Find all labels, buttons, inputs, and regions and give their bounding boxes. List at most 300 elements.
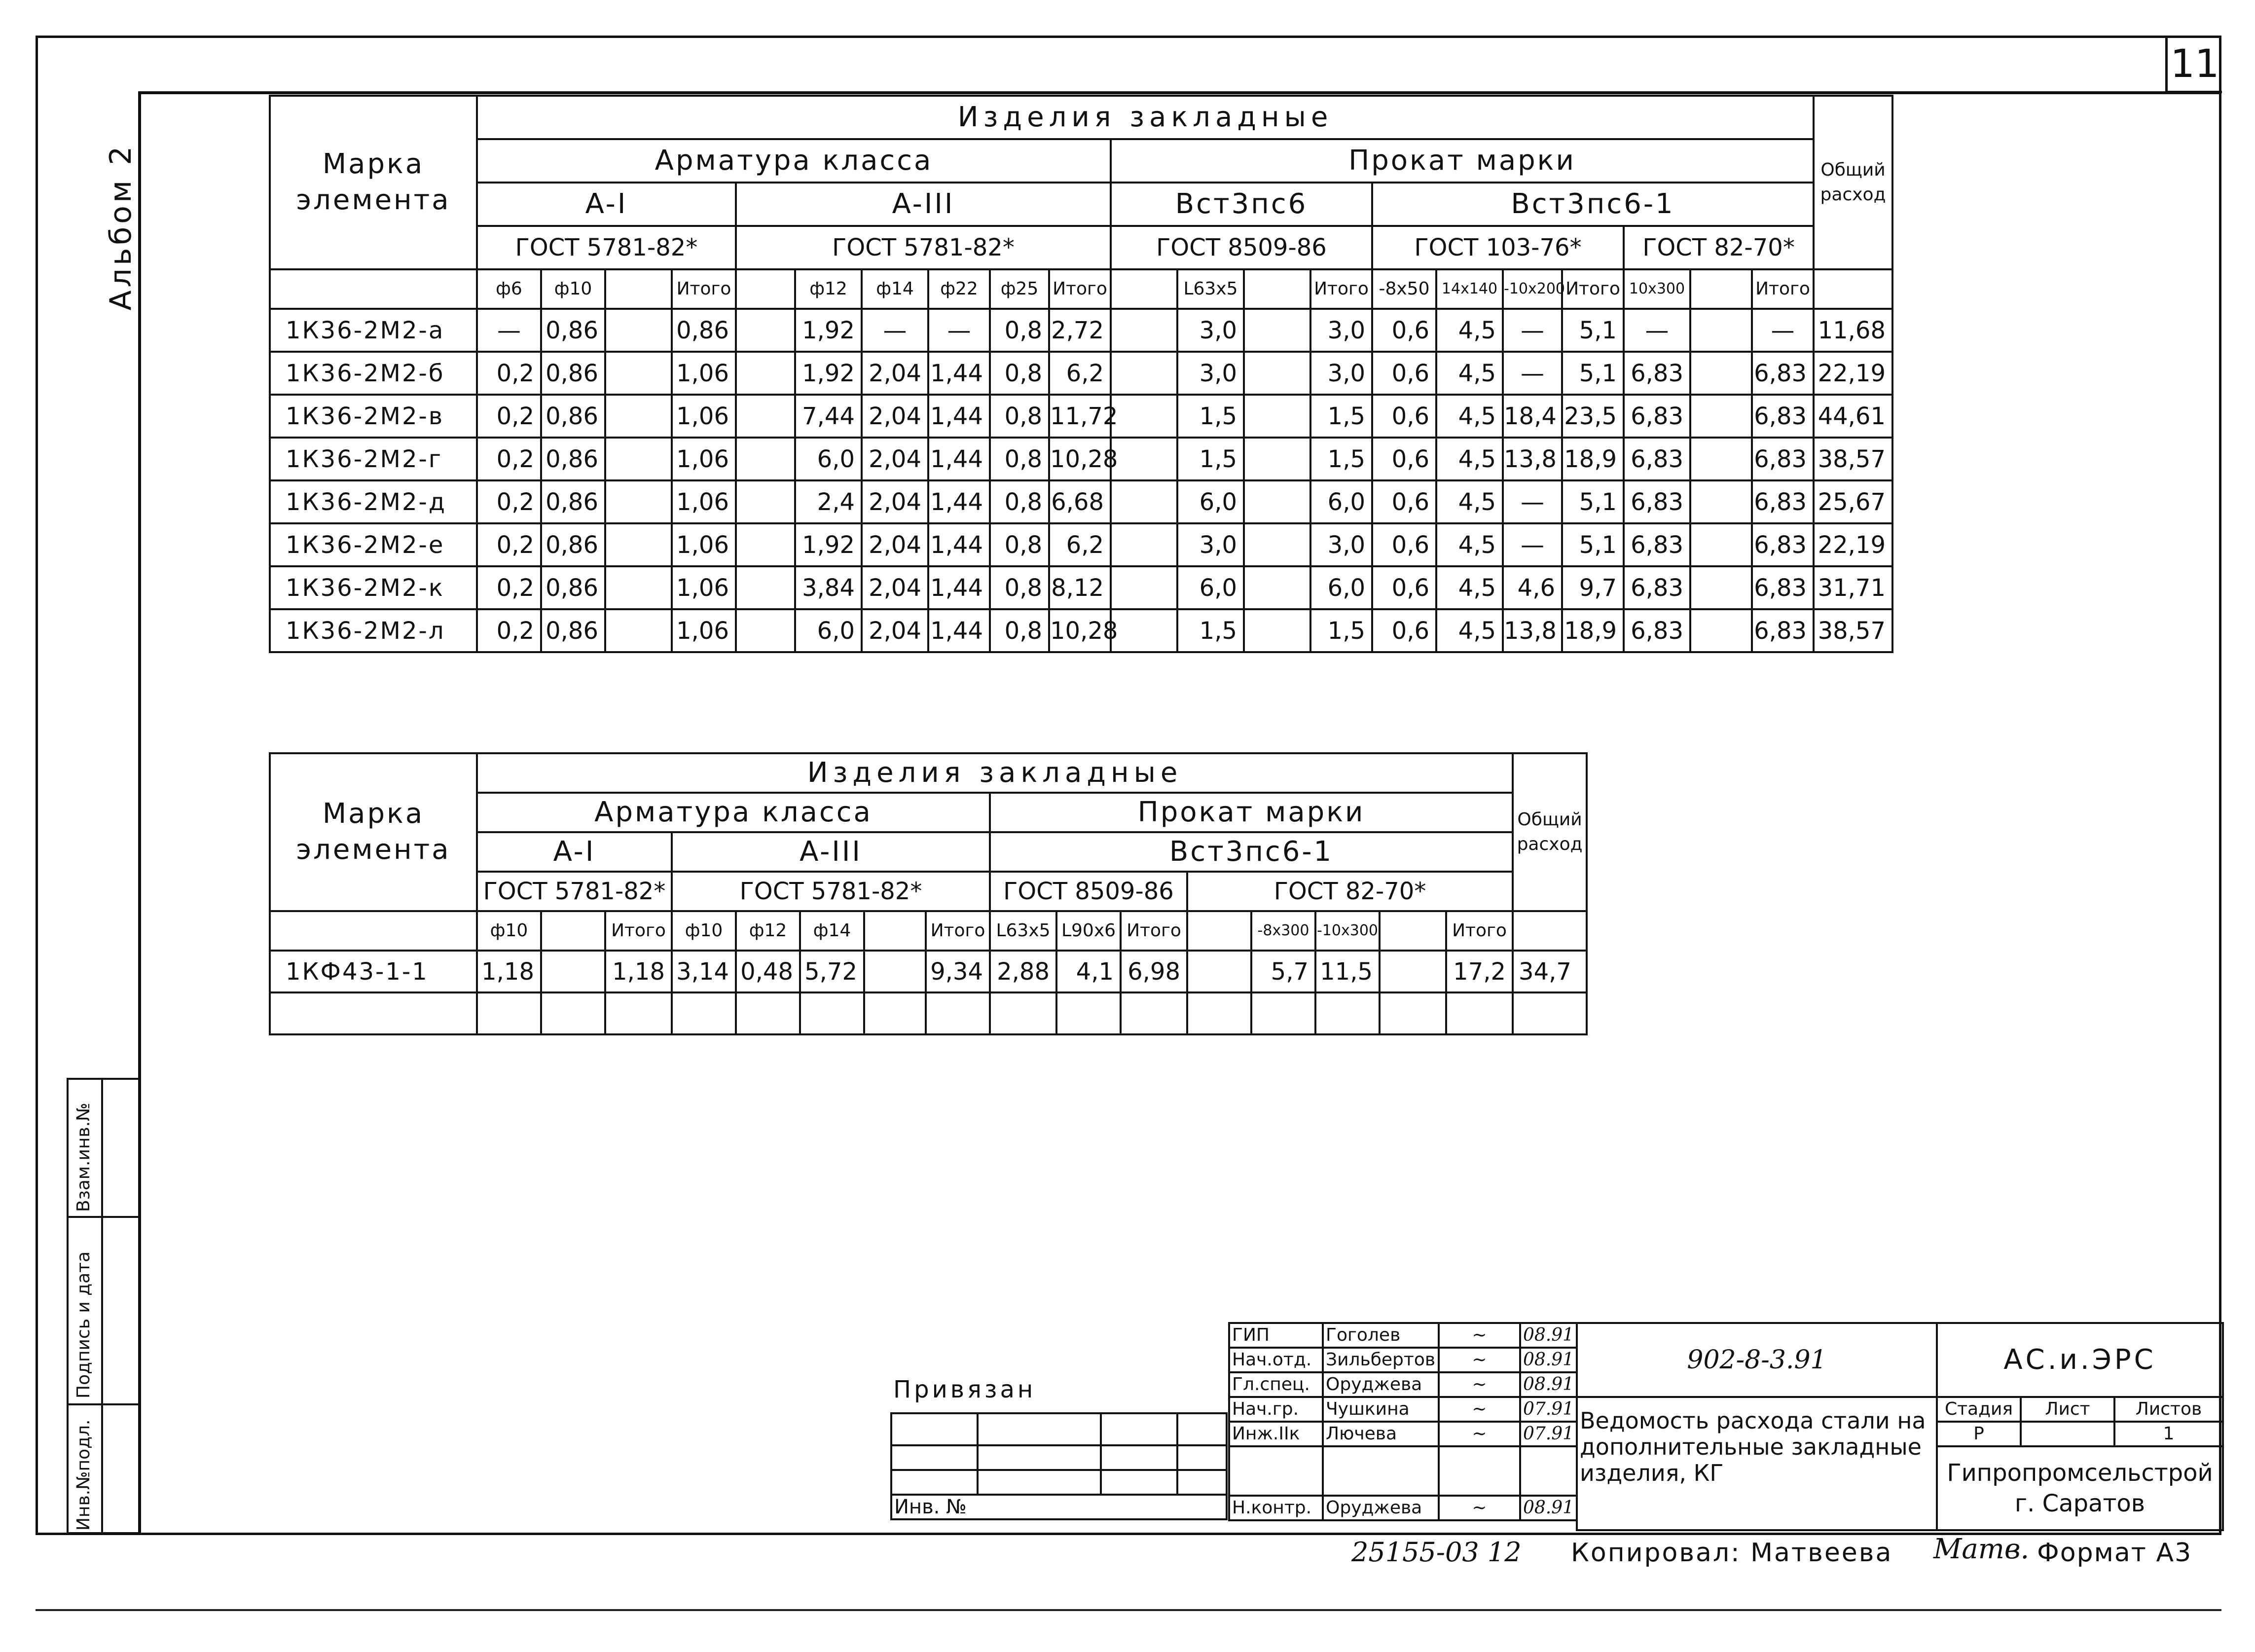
side-stamp-row-line — [67, 1216, 141, 1218]
table-cell — [1244, 480, 1310, 523]
table-cell: 0,2 — [477, 480, 541, 523]
signer-row — [1229, 1397, 1577, 1422]
signer-name: Оруджева — [1323, 1496, 1439, 1520]
signer-date: 08.91 — [1520, 1348, 1577, 1372]
table-cell: 3,0 — [1310, 352, 1372, 395]
table-cell: — — [1503, 480, 1562, 523]
empty-cell — [800, 992, 864, 1034]
binding-cell — [891, 1445, 978, 1470]
signer-row — [1229, 1496, 1577, 1520]
column-header: -8x300 — [1251, 911, 1315, 951]
signer-name: Оруджева — [1323, 1372, 1439, 1397]
organization-name: Гипропромсельстрой — [1947, 1459, 2213, 1487]
signer-date: 08.91 — [1520, 1496, 1577, 1520]
table-row — [270, 309, 1892, 352]
table-cell — [1690, 609, 1752, 652]
signer-date: 07.91 — [1520, 1422, 1577, 1446]
column-header — [541, 911, 605, 951]
rolled-steel-header: Прокат марки — [990, 793, 1513, 832]
row-total: 34,7 — [1513, 951, 1587, 992]
document-title: Ведомость расхода стали на дополнительные закладные изделия, КГ — [1577, 1397, 1937, 1530]
table-cell: 1,44 — [928, 523, 990, 566]
table-cell: 6,2 — [1049, 352, 1111, 395]
table-cell — [541, 951, 605, 992]
element-mark: 1К36-2М2-е — [270, 523, 477, 566]
copier-signature-icon: Матв. — [1933, 1533, 2030, 1565]
table-cell: 2,04 — [862, 523, 928, 566]
stage-label: Стадия — [1937, 1397, 2021, 1422]
sheet-label: Лист — [2021, 1397, 2114, 1422]
column-header: ф10 — [672, 911, 736, 951]
table-row — [270, 523, 1892, 566]
signer-role: Нач.гр. — [1229, 1397, 1323, 1422]
table-cell — [736, 438, 795, 480]
signer-date: 07.91 — [1520, 1397, 1577, 1422]
table-cell — [1690, 566, 1752, 609]
table-cell: 5,1 — [1562, 480, 1624, 523]
gost-103: ГОСТ 103-76* — [1372, 226, 1624, 269]
signer-row — [1229, 1323, 1577, 1348]
table-cell — [1244, 609, 1310, 652]
table-cell — [736, 395, 795, 438]
side-approval-stamp — [67, 1078, 141, 1534]
column-header-row — [270, 911, 1587, 951]
table-cell: 1,44 — [928, 395, 990, 438]
column-header: ф12 — [736, 911, 800, 951]
table-cell: 0,86 — [672, 309, 736, 352]
class-a3: A-III — [672, 832, 990, 872]
column-header — [1244, 269, 1310, 309]
element-mark: 1К36-2М2-д — [270, 480, 477, 523]
column-header: ф22 — [928, 269, 990, 309]
table-cell: 0,86 — [541, 480, 605, 523]
table-cell — [1111, 480, 1177, 523]
gost-a1: ГОСТ 5781-82* — [477, 872, 672, 911]
empty-cell — [270, 992, 477, 1034]
album-label — [99, 143, 143, 311]
binding-cell — [1101, 1445, 1177, 1470]
gost-a1: ГОСТ 5781-82* — [477, 226, 736, 269]
table-cell: 6,83 — [1752, 438, 1814, 480]
table-cell: 0,86 — [541, 609, 605, 652]
signature-icon: ~ — [1439, 1422, 1520, 1446]
column-header: Итого — [926, 911, 990, 951]
table-cell: 8,12 — [1049, 566, 1111, 609]
column-header: ф6 — [477, 269, 541, 309]
table-cell: 6,83 — [1624, 566, 1690, 609]
empty-cell — [926, 992, 990, 1034]
row-total: 25,67 — [1814, 480, 1892, 523]
column-header: Итого — [605, 911, 672, 951]
signer-row — [1229, 1348, 1577, 1372]
table-cell: 2,72 — [1049, 309, 1111, 352]
binding-cell — [978, 1470, 1101, 1495]
class-a1: A-I — [477, 832, 672, 872]
table-cell — [605, 309, 672, 352]
signers-gap-cell — [1439, 1446, 1520, 1496]
table-cell — [1690, 480, 1752, 523]
table-cell: 11,5 — [1315, 951, 1380, 992]
table-cell: 1,5 — [1177, 609, 1244, 652]
table-cell: 1,44 — [928, 609, 990, 652]
empty-cell — [864, 992, 926, 1034]
column-header — [1690, 269, 1752, 309]
table-cell — [1111, 309, 1177, 352]
table-cell: — — [928, 309, 990, 352]
table-cell — [605, 566, 672, 609]
empty-cell — [605, 992, 672, 1034]
element-mark: 1К36-2М2-б — [270, 352, 477, 395]
table-cell: 0,86 — [541, 352, 605, 395]
table-row — [270, 352, 1892, 395]
table-cell: 6,0 — [1177, 480, 1244, 523]
table-cell: 6,83 — [1624, 438, 1690, 480]
signer-date: 08.91 — [1520, 1323, 1577, 1348]
signer-role: Гл.спец. — [1229, 1372, 1323, 1397]
element-mark: 1К36-2М2-л — [270, 609, 477, 652]
steel-vst3ps6: Вст3пс6 — [1111, 183, 1372, 226]
set-code: АС.и.ЭРС — [1937, 1323, 2223, 1397]
total-col-spacer — [1814, 269, 1892, 309]
binding-cell — [1101, 1470, 1177, 1495]
table-cell: 2,88 — [990, 951, 1056, 992]
table-cell — [605, 395, 672, 438]
empty-cell — [1251, 992, 1315, 1034]
table-title: Изделия закладные — [477, 753, 1513, 793]
copied-by: Копировал: Матвеева — [1571, 1538, 1893, 1568]
table-cell: 0,8 — [990, 480, 1049, 523]
row-total: 22,19 — [1814, 523, 1892, 566]
table-cell: 2,04 — [862, 395, 928, 438]
table-cell — [605, 609, 672, 652]
empty-cell — [1056, 992, 1121, 1034]
table-cell: 1,5 — [1177, 438, 1244, 480]
steel-vst3ps6-1: Вст3пс6-1 — [1372, 183, 1814, 226]
table-cell: 13,8 — [1503, 438, 1562, 480]
column-header-row — [270, 269, 1892, 309]
column-header: ф25 — [990, 269, 1049, 309]
table-cell: 11,72 — [1049, 395, 1111, 438]
table-cell: 0,6 — [1372, 609, 1436, 652]
table-cell — [1187, 951, 1251, 992]
table-cell — [1111, 523, 1177, 566]
table-cell — [1111, 352, 1177, 395]
binding-cell — [978, 1413, 1101, 1445]
total-col-spacer — [1513, 911, 1587, 951]
table-cell: 3,0 — [1177, 523, 1244, 566]
table-cell — [1111, 566, 1177, 609]
table-cell: 3,14 — [672, 951, 736, 992]
table-cell: 6,98 — [1121, 951, 1187, 992]
gost-82: ГОСТ 82-70* — [1624, 226, 1814, 269]
table-cell: 0,8 — [990, 609, 1049, 652]
page-bottom-line — [36, 1609, 2221, 1611]
table-cell: 0,8 — [990, 352, 1049, 395]
format-label: Формат А3 — [2037, 1538, 2192, 1568]
class-a3: A-III — [736, 183, 1111, 226]
steel-consumption-table-2 — [269, 752, 1588, 1035]
table-cell: 13,8 — [1503, 609, 1562, 652]
vzam-inv-label: Взам.инв.№ — [73, 1102, 94, 1212]
signer-name: Чушкина — [1323, 1397, 1439, 1422]
table-cell: 4,5 — [1436, 395, 1503, 438]
column-header: L63x5 — [1177, 269, 1244, 309]
table-cell: 23,5 — [1562, 395, 1624, 438]
gost-82: ГОСТ 82-70* — [1187, 872, 1513, 911]
steel-vst3ps6-1: Вст3пс6-1 — [990, 832, 1513, 872]
table-row — [270, 395, 1892, 438]
table-cell — [1111, 395, 1177, 438]
table-cell: 0,86 — [541, 395, 605, 438]
table-cell — [736, 352, 795, 395]
table-cell — [1690, 438, 1752, 480]
element-mark: 1К36-2М2-а — [270, 309, 477, 352]
table-cell: 3,84 — [795, 566, 862, 609]
table-cell: 6,83 — [1752, 523, 1814, 566]
table-cell: 1,5 — [1177, 395, 1244, 438]
table-cell: — — [1503, 523, 1562, 566]
table-cell: 2,4 — [795, 480, 862, 523]
table-cell — [1690, 395, 1752, 438]
table-cell: 18,4 — [1503, 395, 1562, 438]
table-cell: 0,6 — [1372, 523, 1436, 566]
album-label-text: Альбом 2 — [104, 143, 138, 311]
table-cell — [1111, 609, 1177, 652]
table-cell — [864, 951, 926, 992]
column-header: Итого — [1752, 269, 1814, 309]
gost-a3: ГОСТ 5781-82* — [672, 872, 990, 911]
table-cell: 0,86 — [541, 438, 605, 480]
total-header: Общий расход — [1513, 753, 1587, 911]
table-cell: 1,06 — [672, 395, 736, 438]
table-cell: — — [477, 309, 541, 352]
column-header: Итого — [1446, 911, 1513, 951]
table-cell: 6,68 — [1049, 480, 1111, 523]
column-header: Итого — [1310, 269, 1372, 309]
table-cell — [605, 480, 672, 523]
table-cell: 6,83 — [1752, 395, 1814, 438]
mark-col-spacer — [270, 269, 477, 309]
table-cell: 2,04 — [862, 352, 928, 395]
column-header — [605, 269, 672, 309]
table-cell: 5,7 — [1251, 951, 1315, 992]
column-header: ф14 — [800, 911, 864, 951]
table-cell — [1690, 523, 1752, 566]
row-total: 38,57 — [1814, 609, 1892, 652]
column-header — [736, 269, 795, 309]
table-cell: — — [1624, 309, 1690, 352]
element-mark: 1К36-2М2-к — [270, 566, 477, 609]
doc-code: 902-8-3.91 — [1577, 1323, 1937, 1397]
table-cell: 6,2 — [1049, 523, 1111, 566]
side-stamp-row-line — [67, 1078, 141, 1080]
table-cell: 6,0 — [1310, 566, 1372, 609]
empty-cell — [1187, 992, 1251, 1034]
rebar-class-header: Арматура класса — [477, 793, 990, 832]
table-cell: 6,83 — [1624, 523, 1690, 566]
signer-row — [1229, 1372, 1577, 1397]
mark-col-spacer — [270, 911, 477, 951]
sheets-value: 1 — [2114, 1422, 2223, 1446]
column-header: L63x5 — [990, 911, 1056, 951]
table-cell: 1,06 — [672, 438, 736, 480]
table-cell: 6,0 — [795, 609, 862, 652]
table-row — [270, 951, 1587, 992]
binding-stamp — [890, 1366, 1228, 1520]
empty-cell — [990, 992, 1056, 1034]
table-cell — [736, 480, 795, 523]
table-cell: 0,2 — [477, 395, 541, 438]
column-header — [1380, 911, 1446, 951]
table-cell: 2,04 — [862, 480, 928, 523]
table-cell: 0,2 — [477, 523, 541, 566]
signer-role: Н.контр. — [1229, 1496, 1323, 1520]
table-cell: 6,83 — [1624, 395, 1690, 438]
total-header: Общий расход — [1814, 96, 1892, 269]
table-cell: 0,6 — [1372, 395, 1436, 438]
table-cell: 3,0 — [1310, 523, 1372, 566]
table-cell: 0,6 — [1372, 352, 1436, 395]
table-cell — [736, 309, 795, 352]
binding-cell — [1101, 1413, 1177, 1445]
column-header: 10x300 — [1624, 269, 1690, 309]
signers-gap-cell — [1229, 1446, 1323, 1496]
binding-cell — [1177, 1445, 1227, 1470]
sheets-label: Листов — [2114, 1397, 2223, 1422]
table-cell: 6,83 — [1752, 352, 1814, 395]
binding-cell — [1177, 1470, 1227, 1495]
table-cell: 6,83 — [1624, 609, 1690, 652]
empty-cell — [1513, 992, 1587, 1034]
table-cell: 5,72 — [800, 951, 864, 992]
table-cell: 0,8 — [990, 395, 1049, 438]
table-cell: 4,1 — [1056, 951, 1121, 992]
table-cell: 0,86 — [541, 523, 605, 566]
table-cell: 4,5 — [1436, 352, 1503, 395]
gost-a3: ГОСТ 5781-82* — [736, 226, 1111, 269]
table-cell: 6,83 — [1752, 566, 1814, 609]
empty-cell — [672, 992, 736, 1034]
table-cell: 1,92 — [795, 352, 862, 395]
table-cell: 1,06 — [672, 352, 736, 395]
mark-header: Марка элемента — [270, 753, 477, 911]
column-header: L90x6 — [1056, 911, 1121, 951]
row-total: 31,71 — [1814, 566, 1892, 609]
page-number: 11 — [2165, 37, 2222, 93]
mark-header: Марка элемента — [270, 96, 477, 269]
binding-label: Привязан — [891, 1366, 1227, 1413]
column-header: ф10 — [477, 911, 541, 951]
table-cell: 9,7 — [1562, 566, 1624, 609]
signers-gap-row — [1229, 1446, 1577, 1496]
gost-8509: ГОСТ 8509-86 — [1111, 226, 1372, 269]
inv-number-label: Инв. № — [891, 1495, 1227, 1519]
empty-cell — [1446, 992, 1513, 1034]
table-cell — [1380, 951, 1446, 992]
signers-stamp — [1228, 1322, 1578, 1521]
table-row — [270, 480, 1892, 523]
signature-icon: ~ — [1439, 1496, 1520, 1520]
organization-cell — [1937, 1446, 2223, 1530]
signer-row — [1229, 1422, 1577, 1446]
signer-name: Гоголев — [1323, 1323, 1439, 1348]
table-cell: 0,6 — [1372, 480, 1436, 523]
row-total: 38,57 — [1814, 438, 1892, 480]
column-header: Итого — [672, 269, 736, 309]
table-row — [270, 566, 1892, 609]
signer-role: ГИП — [1229, 1323, 1323, 1348]
column-header: 14x140 — [1436, 269, 1503, 309]
table-cell: 5,1 — [1562, 352, 1624, 395]
table-cell — [605, 523, 672, 566]
column-header: -8x50 — [1372, 269, 1436, 309]
binding-cell — [891, 1413, 978, 1445]
table-cell — [1244, 438, 1310, 480]
side-stamp-border — [67, 1078, 69, 1534]
table-cell: 1,92 — [795, 523, 862, 566]
table-cell: 4,5 — [1436, 609, 1503, 652]
main-title-block — [1576, 1322, 2224, 1531]
element-mark: 1К36-2М2-г — [270, 438, 477, 480]
table-cell: — — [1503, 309, 1562, 352]
row-total: 44,61 — [1814, 395, 1892, 438]
signature-icon: ~ — [1439, 1372, 1520, 1397]
side-stamp-row-line — [67, 1403, 141, 1405]
table-cell: 1,44 — [928, 438, 990, 480]
table-title: Изделия закладные — [477, 96, 1814, 139]
table-cell: 4,5 — [1436, 480, 1503, 523]
table-cell: 1,06 — [672, 609, 736, 652]
inv-podl-label: Инв.№подл. — [73, 1419, 94, 1531]
table-row — [270, 438, 1892, 480]
steel-consumption-table-1 — [269, 95, 1893, 653]
table-cell: 9,34 — [926, 951, 990, 992]
table-cell: 6,0 — [1310, 480, 1372, 523]
column-header: ф12 — [795, 269, 862, 309]
table-cell: 5,1 — [1562, 523, 1624, 566]
table-cell: 1,18 — [477, 951, 541, 992]
table-cell: 0,86 — [541, 309, 605, 352]
rebar-class-header: Арматура класса — [477, 139, 1111, 183]
table-cell: 0,8 — [990, 523, 1049, 566]
table-cell: — — [862, 309, 928, 352]
table-cell: 18,9 — [1562, 609, 1624, 652]
table-cell: 18,9 — [1562, 438, 1624, 480]
stage-value: Р — [1937, 1422, 2021, 1446]
table-cell — [736, 609, 795, 652]
table-cell: 6,0 — [1177, 566, 1244, 609]
signature-date-label: Подпись и дата — [73, 1251, 94, 1398]
table-cell: 1,44 — [928, 566, 990, 609]
table-cell: 0,8 — [990, 438, 1049, 480]
table-cell: 1,5 — [1310, 438, 1372, 480]
table-cell: 6,0 — [795, 438, 862, 480]
column-header: ф10 — [541, 269, 605, 309]
table-cell: 3,0 — [1310, 309, 1372, 352]
table-cell — [1244, 523, 1310, 566]
column-header — [1187, 911, 1251, 951]
empty-cell — [1121, 992, 1187, 1034]
table-cell: 2,04 — [862, 438, 928, 480]
binding-cell — [978, 1445, 1101, 1470]
empty-cell — [541, 992, 605, 1034]
element-mark: 1К36-2М2-в — [270, 395, 477, 438]
table-cell: 1,06 — [672, 523, 736, 566]
table-cell: 0,6 — [1372, 438, 1436, 480]
archive-number: 25155-03 12 — [1351, 1537, 1522, 1568]
table-cell — [1244, 309, 1310, 352]
table-cell: 10,28 — [1049, 609, 1111, 652]
